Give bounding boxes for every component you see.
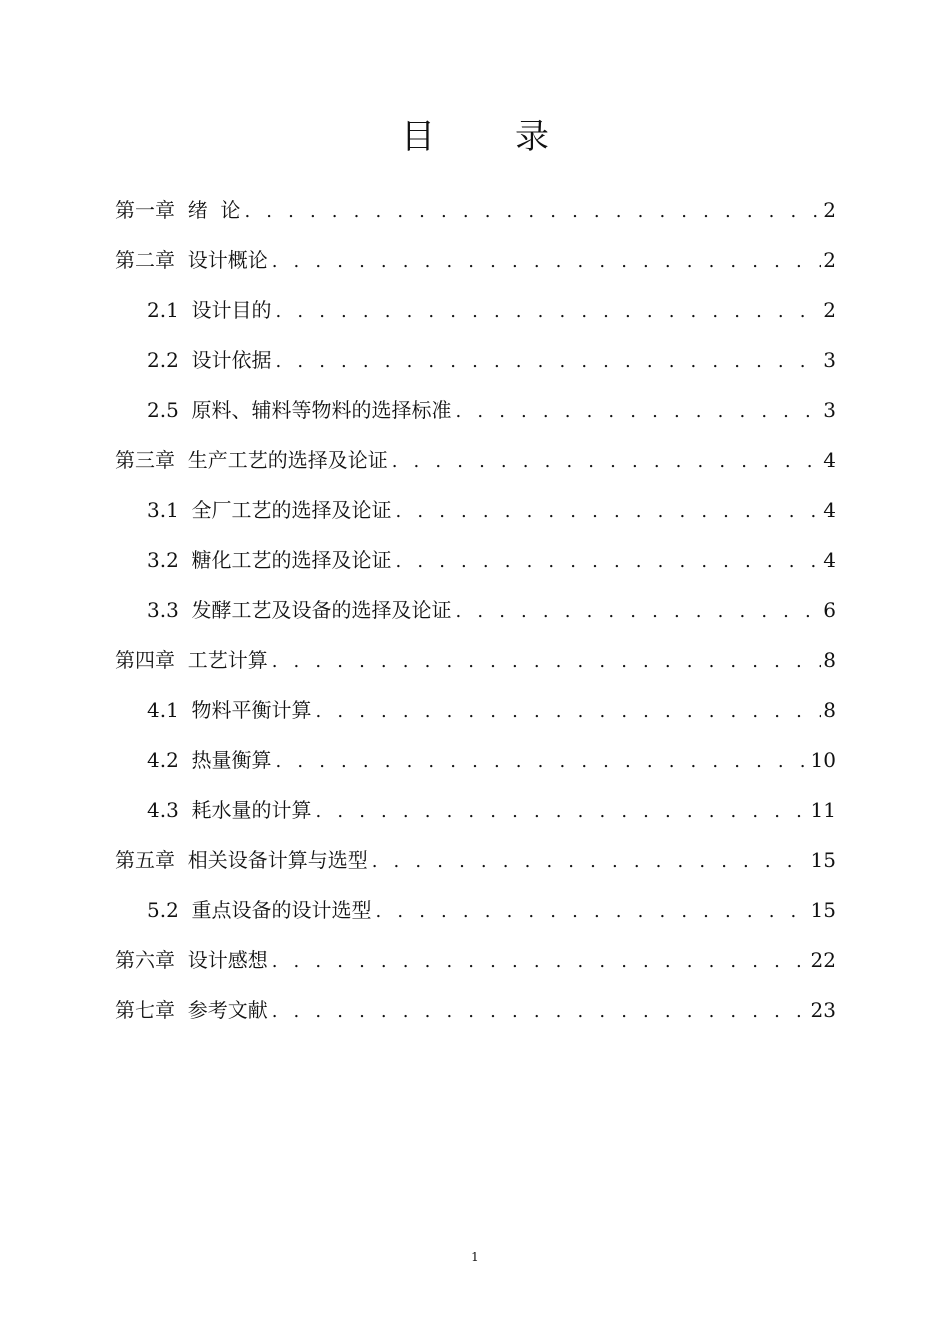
toc-entry-page: 15 (810, 898, 836, 922)
dot-leader (312, 687, 822, 737)
dot-leader (368, 837, 809, 887)
toc-entry-page: 8 (823, 698, 836, 722)
toc-entry-label: 4.1 物料平衡计算 (147, 698, 312, 722)
toc-entry[interactable] (115, 235, 836, 285)
toc-entry-label: 3.2 糖化工艺的选择及论证 (147, 548, 392, 572)
dot-leader (268, 237, 822, 287)
dot-leader (272, 337, 822, 387)
toc-entry[interactable] (115, 635, 836, 685)
dot-leader (452, 387, 822, 437)
toc-entry-label: 2.1 设计目的 (147, 298, 272, 322)
toc-entry-page: 2 (823, 248, 836, 272)
toc-entry-page: 2 (823, 198, 836, 222)
toc-entry[interactable] (115, 385, 836, 435)
toc-entry-label: 第二章 设计概论 (115, 248, 268, 272)
toc-entry[interactable] (115, 435, 836, 485)
toc-entry-label: 3.1 全厂工艺的选择及论证 (147, 498, 392, 522)
toc-entry-label: 第一章 绪 论 (115, 198, 241, 222)
dot-leader (392, 487, 822, 537)
toc-entry[interactable] (115, 835, 836, 885)
toc-entry[interactable] (115, 685, 836, 735)
toc-entry-page: 2 (823, 298, 836, 322)
toc-entry-page: 4 (823, 498, 836, 522)
toc-entry[interactable] (115, 285, 836, 335)
toc-entry[interactable] (115, 585, 836, 635)
toc-entry-label: 第四章 工艺计算 (115, 648, 268, 672)
toc-entry[interactable] (115, 185, 836, 235)
toc-entry-page: 23 (810, 998, 836, 1022)
toc-entry-page: 22 (810, 948, 836, 972)
toc-entry-label: 2.5 原料、辅料等物料的选择标准 (147, 398, 452, 422)
toc-entry-label: 4.2 热量衡算 (147, 748, 272, 772)
dot-leader (388, 437, 822, 487)
dot-leader (268, 987, 809, 1037)
dot-leader (268, 637, 822, 687)
toc-entry-label: 4.3 耗水量的计算 (147, 798, 312, 822)
toc-entry[interactable] (115, 935, 836, 985)
toc-entry-page: 6 (823, 598, 836, 622)
toc-entry-label: 第六章 设计感想 (115, 948, 268, 972)
page-title: 目录 (401, 117, 629, 157)
dot-leader (372, 887, 809, 937)
toc-entry-page: 3 (823, 348, 836, 372)
dot-leader (312, 787, 809, 837)
toc-entry-label: 2.2 设计依据 (147, 348, 272, 372)
toc-entry[interactable] (115, 335, 836, 385)
table-of-contents (115, 185, 836, 1035)
dot-leader (272, 737, 809, 787)
toc-entry-page: 8 (823, 648, 836, 672)
toc-entry-page: 4 (823, 448, 836, 472)
dot-leader (452, 587, 822, 637)
toc-entry-label: 5.2 重点设备的设计选型 (147, 898, 372, 922)
toc-entry[interactable] (115, 885, 836, 935)
dot-leader (272, 287, 822, 337)
toc-entry-label: 第三章 生产工艺的选择及论证 (115, 448, 388, 472)
toc-entry[interactable] (115, 985, 836, 1035)
toc-entry-label: 第五章 相关设备计算与选型 (115, 848, 368, 872)
toc-entry[interactable] (115, 535, 836, 585)
toc-entry[interactable] (115, 785, 836, 835)
toc-entry-label: 第七章 参考文献 (115, 998, 268, 1022)
toc-entry-page: 10 (810, 748, 836, 772)
toc-entry-page: 4 (823, 548, 836, 572)
toc-entry-page: 11 (810, 798, 836, 822)
toc-entry-label: 3.3 发酵工艺及设备的选择及论证 (147, 598, 452, 622)
dot-leader (392, 537, 822, 587)
page-number: 1 (471, 1250, 479, 1264)
dot-leader (240, 187, 821, 237)
toc-entry-page: 15 (810, 848, 836, 872)
dot-leader (268, 937, 809, 987)
toc-entry-page: 3 (823, 398, 836, 422)
toc-entry[interactable] (115, 485, 836, 535)
toc-entry[interactable] (115, 735, 836, 785)
